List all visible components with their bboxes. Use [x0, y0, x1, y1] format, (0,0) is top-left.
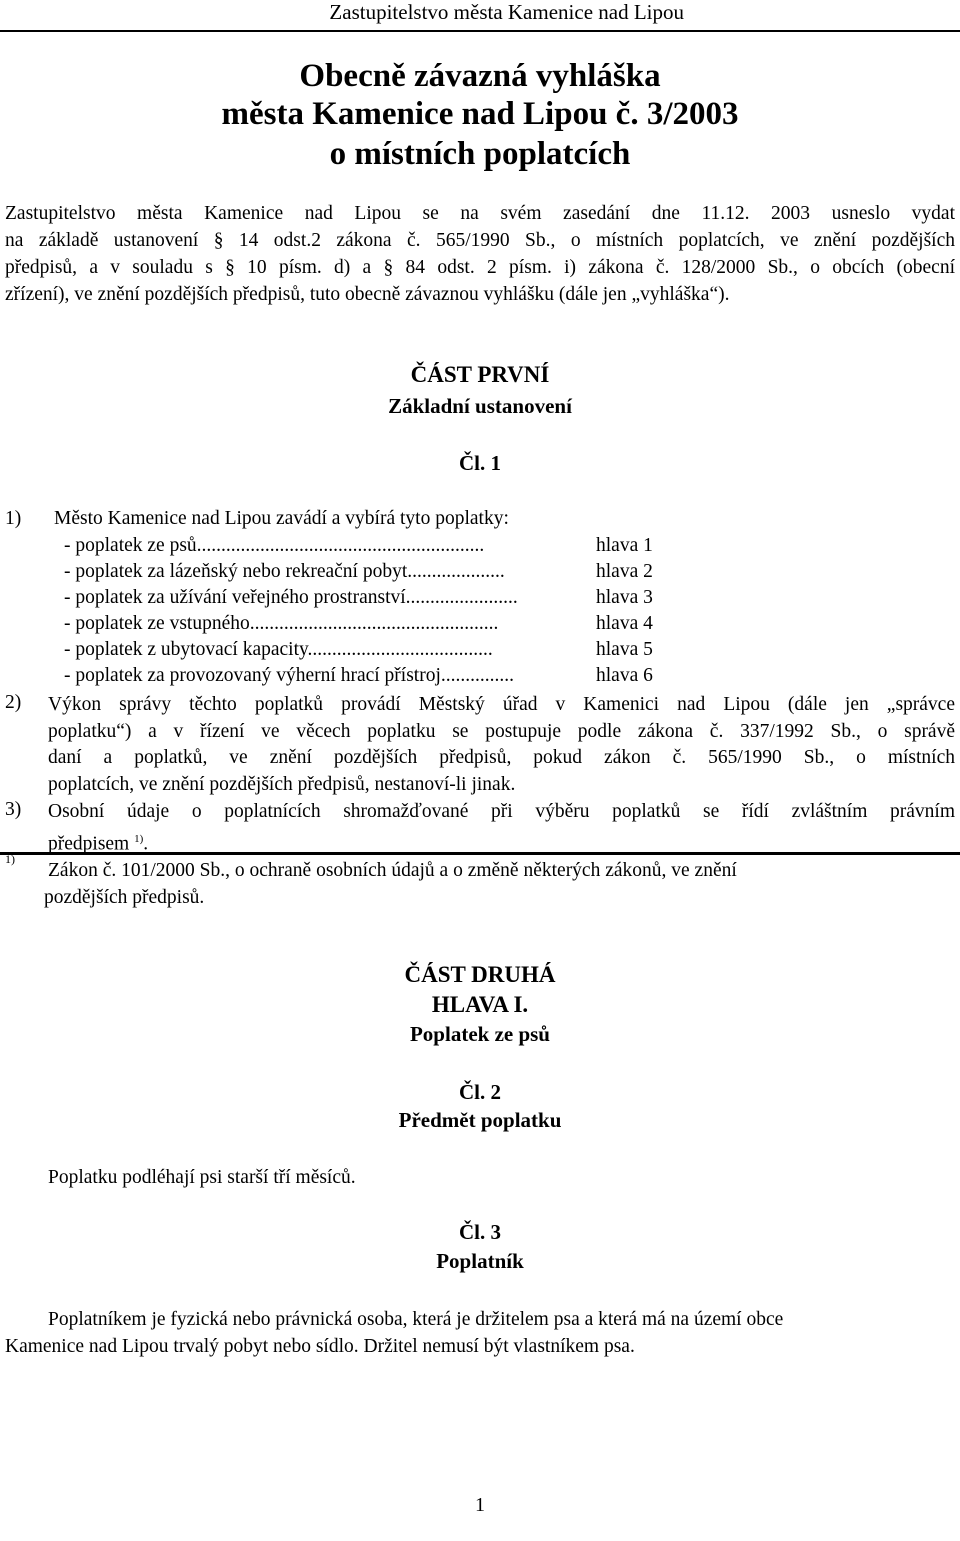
- running-header: Zastupitelstvo města Kamenice nad Lipou: [329, 0, 684, 24]
- header-rule: [0, 30, 960, 32]
- part1-subheading: Základní ustanovení: [388, 394, 572, 418]
- part1-heading: ČÁST PRVNÍ: [410, 362, 550, 387]
- para-3-number: 3): [5, 799, 22, 820]
- article-3-heading: Čl. 3: [459, 1220, 501, 1244]
- doc-title-line2: města Kamenice nad Lipou č. 3/2003: [221, 96, 739, 132]
- article-2-text: Poplatku podléhají psi starší tří měsíců.: [48, 1167, 356, 1188]
- footnote-separator: [0, 852, 960, 855]
- intro-line: předpisů, a v souladu s § 10 písm. d) a § 84 odst. 2 písm. i) zákona č. 128/2000 Sb., o obcích (obecní: [5, 257, 955, 278]
- article-3-text: Poplatníkem je fyzická nebo právnická osoba, která je držitelem psa a která má na území obce Kamenice nad Lipou trvalý pobyt nebo sídlo. Držitel nemusí být vlastníkem psa.: [5, 1309, 784, 1357]
- footnote-mark: 1): [5, 852, 15, 866]
- hlava-1-title: Poplatek ze psů: [409, 1022, 550, 1046]
- para-2-number: 2): [5, 692, 22, 713]
- doc-title-line3: o místních poplatcích: [329, 136, 631, 172]
- intro-line: zřízení), ve znění pozdějších předpisů, tuto obecně závaznou vyhlášku (dále jen „vyhláška“).: [5, 284, 730, 305]
- article-3-title: Poplatník: [436, 1249, 524, 1273]
- para-1-number: 1): [5, 508, 22, 529]
- page-number: 1: [475, 1494, 485, 1516]
- para-2-text: Výkon správy těchto poplatků provádí Městský úřad v Kamenici nad Lipou (dále jen „správce poplatku“) a v řízení ve věcech poplatku se postupuje podle zákona č. 337/1992 Sb., o správě daní a poplatků, ve znění pozdějších předpisů, pokud zákon č. 565/1990 Sb., o místních poplatcích, ve znění pozdějších předpisů, nestanoví-li jinak.: [48, 694, 955, 795]
- para-3-text: Osobní údaje o poplatnících shromažďované při výběru poplatků se řídí zvláštním právním předpisem $^{1)}$.: [48, 801, 955, 854]
- para-1-text: Město Kamenice nad Lipou zavádí a vybírá tyto poplatky:: [54, 508, 509, 529]
- article-2-heading: Čl. 2: [459, 1080, 501, 1104]
- part2-heading: ČÁST DRUHÁ: [404, 962, 556, 987]
- article-2-title: Předmět poplatku: [398, 1108, 562, 1132]
- intro-line: Zastupitelstvo města Kamenice nad Lipou se na svém zasedání dne 11.12. 2003 usneslo vydat: [5, 203, 955, 224]
- footnote-text: Zákon č. 101/2000 Sb., o ochraně osobních údajů a o změně některých zákonů, ve znění pozdějších předpisů.: [44, 860, 737, 908]
- intro-line: na základě ustanovení § 14 odst.2 zákona č. 565/1990 Sb., o místních poplatcích, ve znění pozdějších: [5, 230, 955, 251]
- hlava-1-heading: HLAVA I.: [431, 992, 529, 1017]
- article-1-heading: Čl. 1: [459, 451, 501, 475]
- intro-paragraph: [5, 200, 955, 308]
- doc-title-line1: Obecně závazná vyhláška: [299, 58, 661, 94]
